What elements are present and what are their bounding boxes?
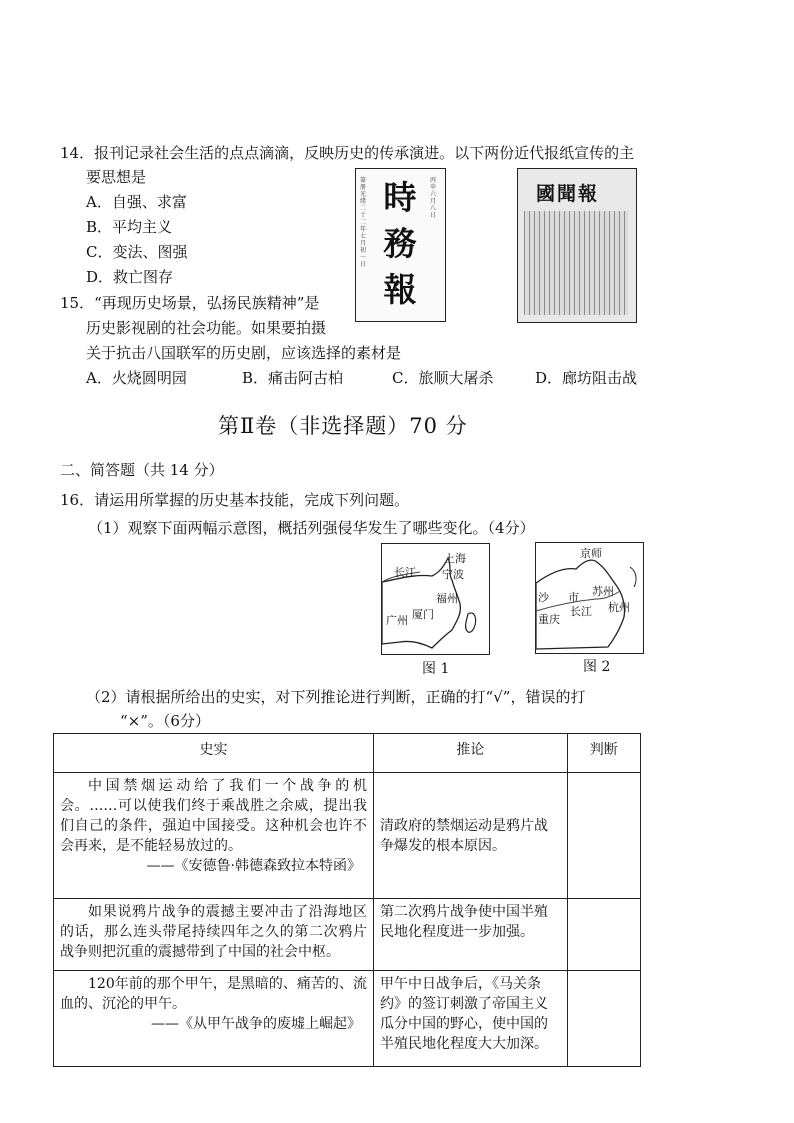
judgment-cell[interactable] [567,899,640,971]
q15-option-c[interactable]: C．旅顺大屠杀 [392,369,494,387]
fact-text: 中国禁烟运动给了我们一个战争的机会。……可以使我们终于乘战胜之余威，提出我们自己的条件，强迫中国接受。这种机会也许不会再来，是不能轻易放过的。 [60,778,367,854]
q16-sub2-line2: “×”。（6分） [120,712,210,730]
inference-cell: 第二次鸦片战争使中国半殖民地化程度进一步加强。 [373,899,567,971]
table-header-row [54,734,641,773]
figure-2-map [535,542,644,654]
q15-stem-line3: 关于抗击八国联军的历史剧，应该选择的素材是 [86,344,402,362]
inference-cell: 清政府的禁烟运动是鸦片战争爆发的根本原因。 [373,773,567,899]
label-changjiang: 长江 [570,605,592,618]
q16-intro: 16．请运用所掌握的历史基本技能，完成下列问题。 [60,491,410,509]
guowenbao-title: 國聞報 [536,183,600,205]
shiwubao-side-text-left: 第册 光绪二十二年七月初一日 [360,177,367,268]
table-row [54,899,641,971]
shiwubao-newspaper-image [355,168,446,322]
section-ii-title: 第Ⅱ卷（非选择题）70 分 [218,414,468,438]
label-jingshi: 京师 [580,547,602,560]
q15-stem-line1: 15．“再现历史场景，弘扬民族精神”是 [60,294,320,312]
judgment-cell[interactable] [567,971,640,1067]
q16-sub2-line1: （2）请根据所给出的史实，对下列推论进行判断，正确的打“√”，错误的打 [86,688,586,706]
fact-cell [54,899,374,971]
q14-option-b[interactable]: B．平均主义 [86,218,173,236]
q14-option-d[interactable]: D．救亡图存 [86,268,174,286]
q15-option-a[interactable]: A．火烧圆明园 [86,369,187,387]
header-inference: 推论 [373,734,567,773]
label-xiamen: 厦门 [412,608,434,621]
label-hangzhou: 杭州 [608,601,630,614]
fact-cell [54,971,374,1067]
fact-cell [54,773,374,899]
fact-text: 如果说鸦片战争的震撼主要冲击了沿海地区的话，那么连头带尾持续四年之久的第二次鸦片战争则把沉重的震撼带到了中国的社会中枢。 [60,904,367,960]
q14-option-a[interactable]: A．自强、求富 [86,193,187,211]
label-ningbo: 宁波 [442,568,464,581]
q14-option-c[interactable]: C．变法、图强 [86,243,188,261]
table-row [54,971,641,1067]
figure-1-map [381,543,490,655]
label-changjiang: 长江 [394,566,416,579]
judgment-cell[interactable] [567,773,640,899]
newspaper-text-columns [524,211,628,315]
label-guangzhou: 广州 [386,614,408,627]
figure-2-caption: 图 2 [583,659,611,675]
label-suzhou: 苏州 [592,585,614,598]
guowenbao-newspaper-image [517,168,637,323]
shiwubao-side-text-right: 丙申 六月 八日 [430,177,437,219]
shiwubao-title: 時 務 報 [383,178,417,309]
q15-option-d[interactable]: D．廊坊阻击战 [535,369,638,387]
label-sha: 沙 [538,591,549,604]
fact-text: 120年前的那个甲午，是黑暗的、痛苦的、流血的、沉沦的甲午。 [60,976,367,1012]
header-fact: 史实 [54,734,374,773]
q16-sub1: （1）观察下面两幅示意图，概括列强侵华发生了哪些变化。（4分） [88,519,535,537]
label-shanghai: 上海 [444,552,466,565]
label-shi: 市 [568,591,579,604]
part-two-heading: 二、简答题（共 14 分） [60,461,224,479]
q15-stem-line2: 历史影视剧的社会功能。如果要拍摄 [86,319,327,337]
table-row [54,773,641,899]
q14-stem-line1: 14．报刊记录社会生活的点点滴滴，反映历史的传承演进。以下两份近代报纸宣传的主 [60,144,635,162]
header-judgment: 判断 [567,734,640,773]
label-fuzhou: 福州 [436,592,458,605]
q14-stem-line2: 要思想是 [86,168,147,186]
q15-option-b[interactable]: B．痛击阿古柏 [242,369,344,387]
fact-source: ——《安德鲁·韩德森致拉本特函》 [146,858,361,874]
inference-cell: 甲午中日战争后，《马关条约》的签订刺激了帝国主义瓜分中国的野心，使中国的半殖民地化程度大大加深。 [373,971,567,1067]
judgment-table [53,733,641,1067]
fact-source: ——《从甲午战争的废墟上崛起》 [150,1016,361,1032]
figure-1-caption: 图 1 [422,661,450,677]
label-chongqing: 重庆 [538,613,560,626]
